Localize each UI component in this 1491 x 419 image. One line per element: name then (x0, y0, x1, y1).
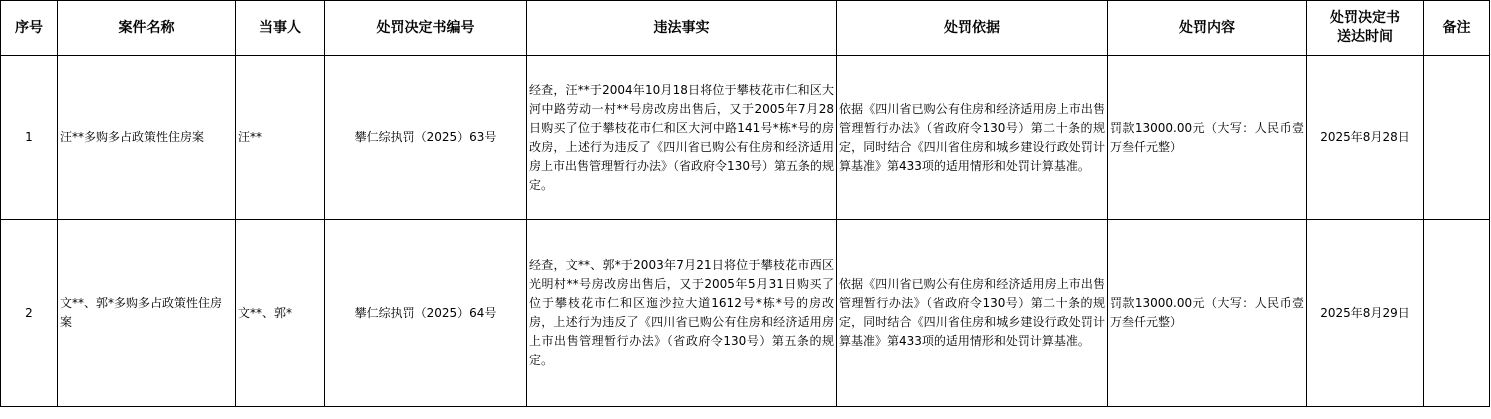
header-party: 当事人 (236, 1, 325, 56)
cell-delivery-time: 2025年8月28日 (1307, 56, 1424, 220)
header-delivery-time (1307, 1, 1424, 56)
header-facts: 违法事实 (527, 1, 837, 56)
cell-basis: 依据《四川省已购公有住房和经济适用房上市出售管理暂行办法》（省政府令130号）第二十条的规定，同时结合《四川省住房和城乡建设行政处罚计算基准》第433项的适用情形和处罚计算基准。 (837, 56, 1108, 220)
cell-basis: 依据《四川省已购公有住房和经济适用房上市出售管理暂行办法》（省政府令130号）第二十条的规定，同时结合《四川省住房和城乡建设行政处罚计算基准》第433项的适用情形和处罚计算基准。 (837, 220, 1108, 407)
header-case-name: 案件名称 (58, 1, 236, 56)
header-penalty: 处罚内容 (1108, 1, 1307, 56)
table-row (1, 220, 1490, 407)
cell-case-name: 汪**多购多占政策性住房案 (58, 56, 236, 220)
cell-case-name: 文**、郭*多购多占政策性住房案 (58, 220, 236, 407)
cell-facts: 经查，文**、郭*于2003年7月21日将位于攀枝花市西区光明村**号房改房出售后，又于2005年5月31日购买了位于攀枝花市仁和区迤沙拉大道1612号*栋*号的房改房，上述行为违反了《四川省已购公有住房和经济适用房上市出售管理暂行办法》（省政府令130号）第五条的规定。 (527, 220, 837, 407)
cell-remarks (1424, 56, 1490, 220)
cell-index: 2 (1, 220, 58, 407)
cell-penalty: 罚款13000.00元（大写：人民币壹万叁仟元整） (1108, 220, 1307, 407)
header-index: 序号 (1, 1, 58, 56)
cell-decision-no: 攀仁综执罚（2025）64号 (325, 220, 527, 407)
cell-facts: 经查，汪**于2004年10月18日将位于攀枝花市仁和区大河中路劳动一村**号房改房出售后，又于2005年7月28日购买了位于攀枝花市仁和区大河中路141号*栋*号的房改房，上述行为违反了《四川省已购公有住房和经济适用房上市出售管理暂行办法》（省政府令130号）第五条的规定。 (527, 56, 837, 220)
cell-penalty: 罚款13000.00元（大写：人民币壹万叁仟元整） (1108, 56, 1307, 220)
header-remarks: 备注 (1424, 1, 1490, 56)
cell-delivery-time: 2025年8月29日 (1307, 220, 1424, 407)
cell-party: 汪** (236, 56, 325, 220)
table-row (1, 56, 1490, 220)
cell-remarks (1424, 220, 1490, 407)
cell-decision-no: 攀仁综执罚（2025）63号 (325, 56, 527, 220)
header-delivery-time-line1: 处罚决定书 (1330, 10, 1400, 26)
header-decision-no: 处罚决定书编号 (325, 1, 527, 56)
header-delivery-time-line2: 送达时间 (1337, 29, 1393, 45)
cell-index: 1 (1, 56, 58, 220)
cell-party: 文**、郭* (236, 220, 325, 407)
header-row (1, 1, 1490, 56)
header-basis: 处罚依据 (837, 1, 1108, 56)
